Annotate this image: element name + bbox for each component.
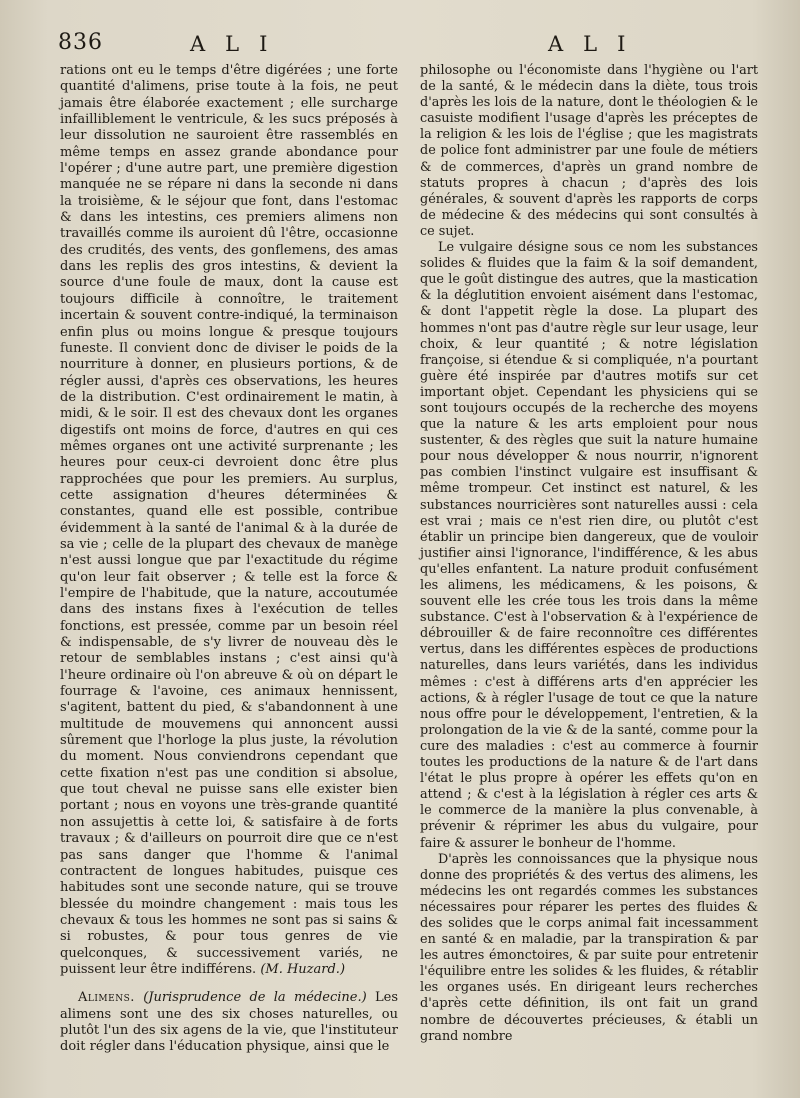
page-header	[58, 30, 760, 60]
entry-headword: Alimens.	[78, 990, 135, 1006]
left-column	[60, 63, 398, 1056]
right-paragraph-continuation: philosophe ou l'économiste dans l'hygiène ou l'art de la santé, & le médecin dans la diète, tous trois d'après les lois de la nature, dont le théologien & le casuiste modifient l'usage d'après les préceptes de la religion & les lois de l'église ; que les magistrats de police font administrer par une foule de métiers & de commerces, d'après un grand nombre de statuts propres à chacun ; d'après des lois générales, & souvent d'après les rapports de corps de médecine & des médecins qui sont consultés à ce sujet.	[420, 63, 758, 239]
entry-text: Les alimens sont une des six choses naturelles, ou plutôt l'un des six agens de la vie, que l'instituteur doit régler dans l'éducation physique, ainsi que le	[60, 990, 398, 1055]
right-column	[420, 63, 758, 1045]
dictionary-entry	[60, 990, 398, 1055]
running-head-right: ALI	[548, 32, 646, 56]
running-head-left: ALI	[190, 32, 288, 56]
entry-subject: (Jurisprudence de la médecine.)	[143, 990, 367, 1006]
author-signature: (M. Huzard.)	[260, 961, 346, 977]
page-number: 836	[58, 30, 103, 55]
right-paragraph-3: D'après les connoissances que la physique nous donne des propriétés & des vertus des alimens, les médecins les ont regardés commes les substances nécessaires pour réparer les pertes des fluides & des solides que le corps animal fait incessamment en santé & en maladie, par la transpiration & par les autres émonctoires, & par suite pour entretenir l'équilibre entre les solides & les fluides, & rétablir les organes usés. En dirigeant leurs recherches d'après cette définition, ils ont fait un grand nombre de découvertes précieuses, & établi un grand nombre	[420, 851, 758, 1044]
left-paragraph-continuation	[60, 63, 398, 978]
left-paragraph-text: rations ont eu le temps d'être digérées ; une forte quantité d'alimens, prise toute à la fois, ne peut jamais être élaborée exactement ; elle surcharge infailliblement le ventricule, & les sucs préposés à leur dissolution ne sauroient être rassemblés en même temps en assez grande abondance pour l'opérer ; d'une autre part, une première digestion manquée ne se répare ni dans la seconde ni dans la troisième, & le séjour que font, dans l'estomac & dans les intestins, ces premiers alimens non travaillés comme ils auroient dû l'être, occasionne des crudités, des vents, des gonflemens, des amas dans les replis des gros intestins, & devient la source d'une foule de maux, dont la cause est toujours difficile à connoître, le traitement incertain & souvent contre-indiqué, la terminaison enfin plus ou moins longue & presque toujours funeste. Il convient donc de diviser le poids de la nourriture à donner, en plusieurs portions, & de régler aussi, d'après ces observations, les heures de la distribution. C'est ordinairement le matin, à midi, & le soir. Il est des chevaux dont les organes digestifs ont moins de force, d'autres en qui ces mêmes organes ont une activité surprenante ; les heures pour ceux-ci devroient donc être plus rapprochées que pour les premiers. Au surplus, cette assignation d'heures déterminées & constantes, quand elle est possible, contribue évidemment à la santé de l'animal & à la durée de sa vie ; celle de la plupart des chevaux de manège n'est aussi longue que par l'exactitude du régime qu'on leur fait observer ; & telle est la force & l'empire de l'habitude, que la nature, accoutumée dans des instans fixes à l'exécution de telles fonctions, est pressée, comme par un besoin réel & indispensable, de s'y livrer de nouveau dès le retour de semblables instans ; c'est ainsi qu'à l'heure ordinaire où l'on abreuve & où on départ le fourrage & l'avoine, ces animaux hennissent, s'agitent, battent du pied, & s'abandonnent à une multitude de mouvemens qui annoncent aussi sûrement que l'horloge la plus juste, la révolution du moment. Nous conviendrons cependant que cette fixation n'est pas une condition si absolue, que tout cheval ne puisse sans elle exister bien portant ; nous en voyons une très-grande quantité non assujettis à cette loi, & satisfaire à de forts travaux ; & d'ailleurs on pourroit dire que ce n'est pas sans danger que l'homme & l'animal contractent de longues habitudes, puisque ces habitudes sont une seconde nature, qui se trouve blessée du moindre changement : mais tous les chevaux & tous les hommes ne sont pas si sains & si robustes, & pour tous genres de vie quelconques, & successivement variés, ne puissent leur être indifférens.	[60, 63, 398, 977]
right-paragraph-2: Le vulgaire désigne sous ce nom les substances solides & fluides que la faim & la soif demandent, que le goût distingue des autres, que la mastication & la déglutition envoient aisément dans l'estomac, & dont l'appetit règle la dose. La plupart des hommes n'ont pas d'autre règle sur leur usage, leur choix, & leur quantité ; & notre législation françoise, si étendue & si compliquée, n'a pourtant guère été inspirée par d'autres motifs sur cet important objet. Cependant les physiciens qui se sont toujours occupés de la recherche des moyens que la nature & les arts emploient pour nous sustenter, & des règles que suit la nature humaine pour nous développer & nous nourrir, n'ignorent pas combien l'instinct vulgaire est insuffisant & même trompeur. Cet instinct est naturel, & les substances nourricières sont naturelles aussi : cela est vrai ; mais ce n'est rien dire, ou plutôt c'est établir un principe bien dangereux, que de vouloir justifier ainsi l'ignorance, l'indifférence, & les abus qu'elles enfantent. La nature produit confusément les alimens, les médicamens, & les poisons, & souvent elle les crée tous les trois dans la même substance. C'est à l'observation & à l'expérience de débrouiller & de faire reconnoître ces différentes vertus, dans les différentes espèces de productions naturelles, dans leurs variétés, dans les individus mêmes : c'est à différens arts d'en apprécier les actions, & à régler l'usage de tout ce que la nature nous offre pour le développement, l'entretien, & la prolongation de la vie & de la santé, comme pour la cure des maladies : c'est au commerce à fournir toutes les productions de la nature & de l'art dans l'état le plus propre à opérer les effets qu'on en attend ; & c'est à la législation à régler ces arts & le commerce de la manière la plus convenable, à prévenir & réprimer les abus du vulgaire, pour faire & assurer le bonheur de l'homme.	[420, 240, 758, 851]
